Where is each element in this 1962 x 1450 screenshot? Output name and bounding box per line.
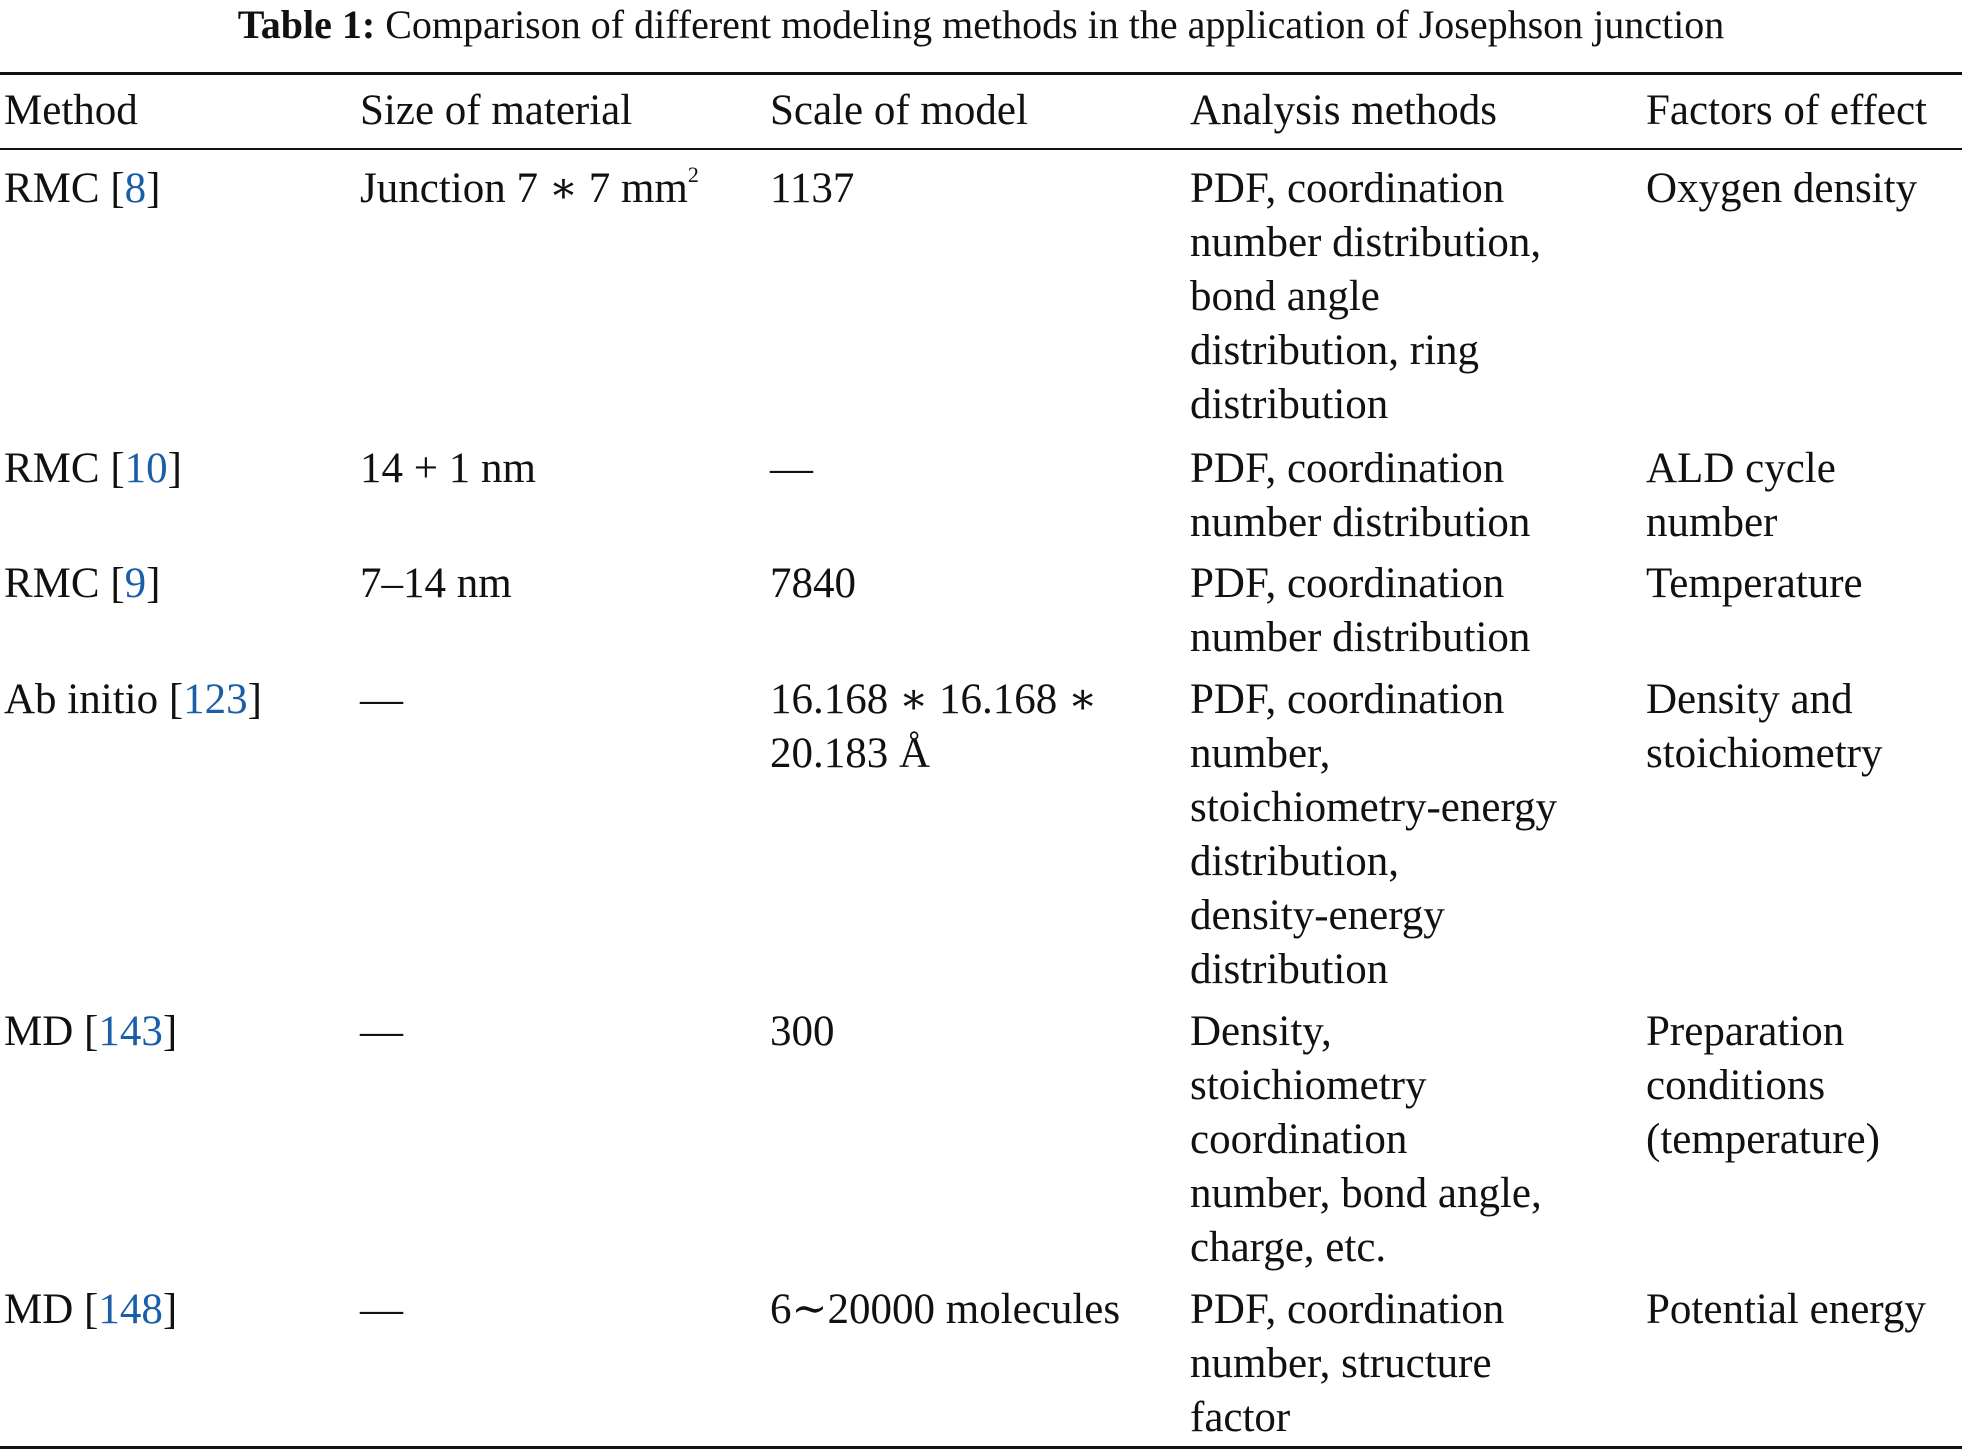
top-rule bbox=[0, 72, 1962, 75]
cell-method: RMC [8] bbox=[4, 165, 161, 212]
header-method: Method bbox=[4, 87, 138, 134]
header-rule bbox=[0, 148, 1962, 150]
header-factors: Factors of effect bbox=[1646, 87, 1927, 134]
cell-factors: Temperature bbox=[1646, 560, 1863, 607]
citation-link[interactable]: 143 bbox=[98, 1008, 163, 1055]
cell-factors: Preparation conditions (temperature) bbox=[1646, 1008, 1880, 1163]
cell-scale: 6∼20000 molecules bbox=[770, 1286, 1121, 1333]
cell-size: Junction 7 ∗ 7 $mm^2$ bbox=[360, 162, 699, 212]
header-size: Size of material bbox=[360, 87, 633, 134]
cell-method: Ab initio [123] bbox=[4, 676, 262, 723]
cell-method: RMC [9] bbox=[4, 560, 161, 607]
cell-factors: Potential energy bbox=[1646, 1286, 1926, 1333]
header-analysis: Analysis methods bbox=[1190, 87, 1497, 134]
cell-scale: 1137 bbox=[770, 165, 855, 212]
cell-factors: Density and stoichiometry bbox=[1646, 676, 1883, 777]
cell-method: MD [143] bbox=[4, 1008, 178, 1055]
citation-link[interactable]: 10 bbox=[124, 445, 168, 492]
cell-size: — bbox=[360, 1286, 403, 1333]
caption-label: Table 1: bbox=[237, 2, 376, 47]
cell-analysis: PDF, coordination number distribution, bond angle distribution, ring distribution bbox=[1190, 165, 1542, 428]
cell-size: — bbox=[360, 1008, 403, 1055]
bottom-rule bbox=[0, 1446, 1962, 1449]
cell-factors: Oxygen density bbox=[1646, 165, 1918, 212]
cell-factors: ALD cycle number bbox=[1646, 445, 1836, 546]
cell-scale: 300 bbox=[770, 1008, 835, 1055]
cell-analysis: PDF, coordination number distribution bbox=[1190, 445, 1531, 546]
citation-link[interactable]: 9 bbox=[124, 560, 147, 607]
citation-link[interactable]: 8 bbox=[124, 165, 147, 212]
cell-size: — bbox=[360, 676, 403, 723]
cell-scale: — bbox=[770, 445, 813, 492]
table-caption bbox=[0, 0, 1962, 50]
citation-link[interactable]: 123 bbox=[183, 676, 248, 723]
cell-analysis: PDF, coordination number, stoichiometry-energy distribution, density-energy distribution bbox=[1190, 676, 1557, 993]
cell-scale: 16.168 ∗ 16.168 ∗ 20.183 Å bbox=[770, 676, 1098, 777]
cell-method: MD [148] bbox=[4, 1286, 178, 1333]
table-header-row bbox=[0, 84, 1962, 144]
cell-size: 14 + 1 nm bbox=[360, 445, 536, 492]
cell-scale: 7840 bbox=[770, 560, 856, 607]
cell-size: 7–14 nm bbox=[360, 560, 512, 607]
cell-analysis: PDF, coordination number distribution bbox=[1190, 560, 1531, 661]
header-scale: Scale of model bbox=[770, 87, 1028, 134]
citation-link[interactable]: 148 bbox=[98, 1286, 163, 1333]
cell-analysis: Density, stoichiometry coordination number, bond angle, charge, etc. bbox=[1190, 1008, 1542, 1271]
cell-method: RMC [10] bbox=[4, 445, 182, 492]
caption-text: Comparison of different modeling methods in the application of Josephson junction bbox=[385, 2, 1725, 47]
cell-analysis: PDF, coordination number, structure factor bbox=[1190, 1286, 1505, 1441]
